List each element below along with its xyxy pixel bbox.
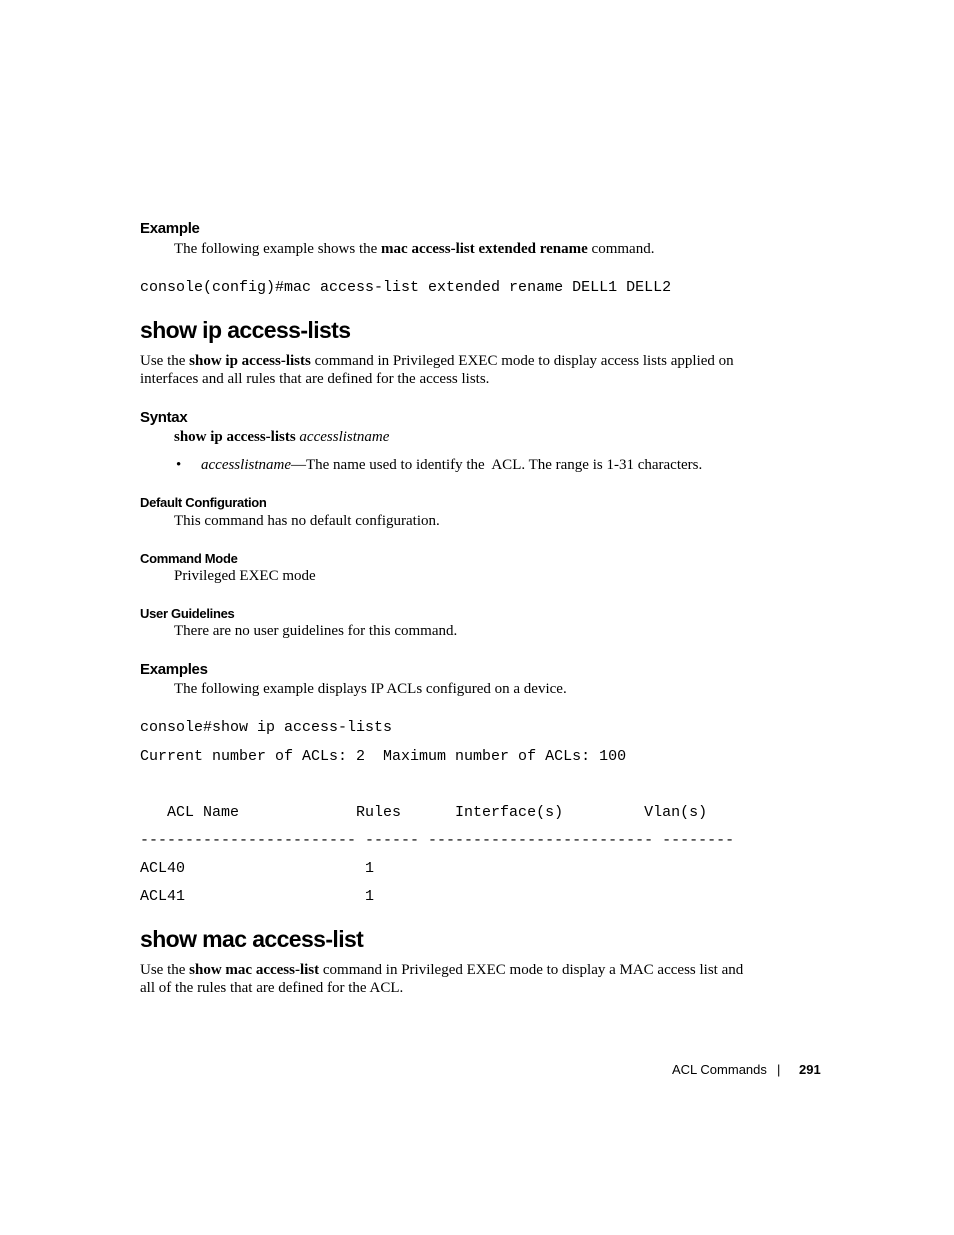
syntax-cmd: show ip access-lists: [174, 429, 296, 445]
code-line-command: console#show ip access-lists: [140, 719, 393, 736]
show-mac-desc-line1: [140, 963, 743, 978]
bullet-param: accesslistname: [201, 457, 291, 473]
show-ip-desc-pre: Use the: [140, 353, 190, 369]
footer-separator: |: [777, 1062, 781, 1077]
user-guidelines-text: There are no user guidelines for this command.: [174, 623, 458, 639]
show-mac-title: show mac access-list: [140, 926, 364, 952]
footer-chapter: ACL Commands: [672, 1062, 767, 1077]
bullet-text: —The name used to identify the ACL. The range is 1-31 characters.: [290, 457, 703, 473]
code-line-acl-count: Current number of ACLs: 2 Maximum number of ACLs: 100: [140, 748, 627, 765]
show-ip-desc-cmd: show ip access-lists: [189, 353, 311, 369]
show-ip-desc-post: command in Privileged EXEC mode to display access lists applied on: [310, 353, 734, 369]
example-intro-cmd: mac access-list extended rename: [381, 241, 588, 257]
footer-page-number: 291: [799, 1062, 821, 1077]
show-mac-desc-pre: Use the: [140, 962, 190, 978]
default-config-text: This command has no default configuration.: [174, 513, 440, 529]
examples-heading: Examples: [140, 661, 208, 678]
example-code: console(config)#mac access-list extended rename DELL1 DELL2: [140, 279, 672, 296]
example-intro: [174, 242, 654, 257]
show-ip-desc-line1: [140, 354, 734, 369]
example-intro-post: command.: [587, 241, 655, 257]
default-config-heading: Default Configuration: [140, 495, 267, 510]
command-mode-heading: Command Mode: [140, 551, 238, 566]
syntax-heading: Syntax: [140, 409, 188, 426]
bullet-item: [201, 458, 702, 473]
show-ip-title: show ip access-lists: [140, 317, 351, 343]
code-line-acl40: ACL40 1: [140, 860, 375, 877]
code-line-separator: ------------------------ ------ ------------------------- --------: [140, 832, 735, 849]
bullet-mark: •: [176, 457, 182, 473]
syntax-line: [174, 430, 389, 445]
code-line-table-header: ACL Name Rules Interface(s) Vlan(s): [140, 804, 708, 821]
syntax-param: accesslistname: [299, 429, 390, 445]
user-guidelines-heading: User Guidelines: [140, 606, 235, 621]
example-heading: Example: [140, 220, 200, 237]
code-line-acl41: ACL41 1: [140, 888, 375, 905]
show-ip-desc-line2: interfaces and all rules that are defined for the access lists.: [140, 371, 490, 387]
example-intro-pre: The following example shows the: [174, 241, 382, 257]
show-mac-desc-cmd: show mac access-list: [189, 962, 320, 978]
show-mac-desc-line2: all of the rules that are defined for the ACL.: [140, 980, 404, 996]
command-mode-text: Privileged EXEC mode: [174, 568, 316, 584]
examples-text: The following example displays IP ACLs configured on a device.: [174, 681, 567, 697]
show-mac-desc-post: command in Privileged EXEC mode to display a MAC access list and: [319, 962, 744, 978]
